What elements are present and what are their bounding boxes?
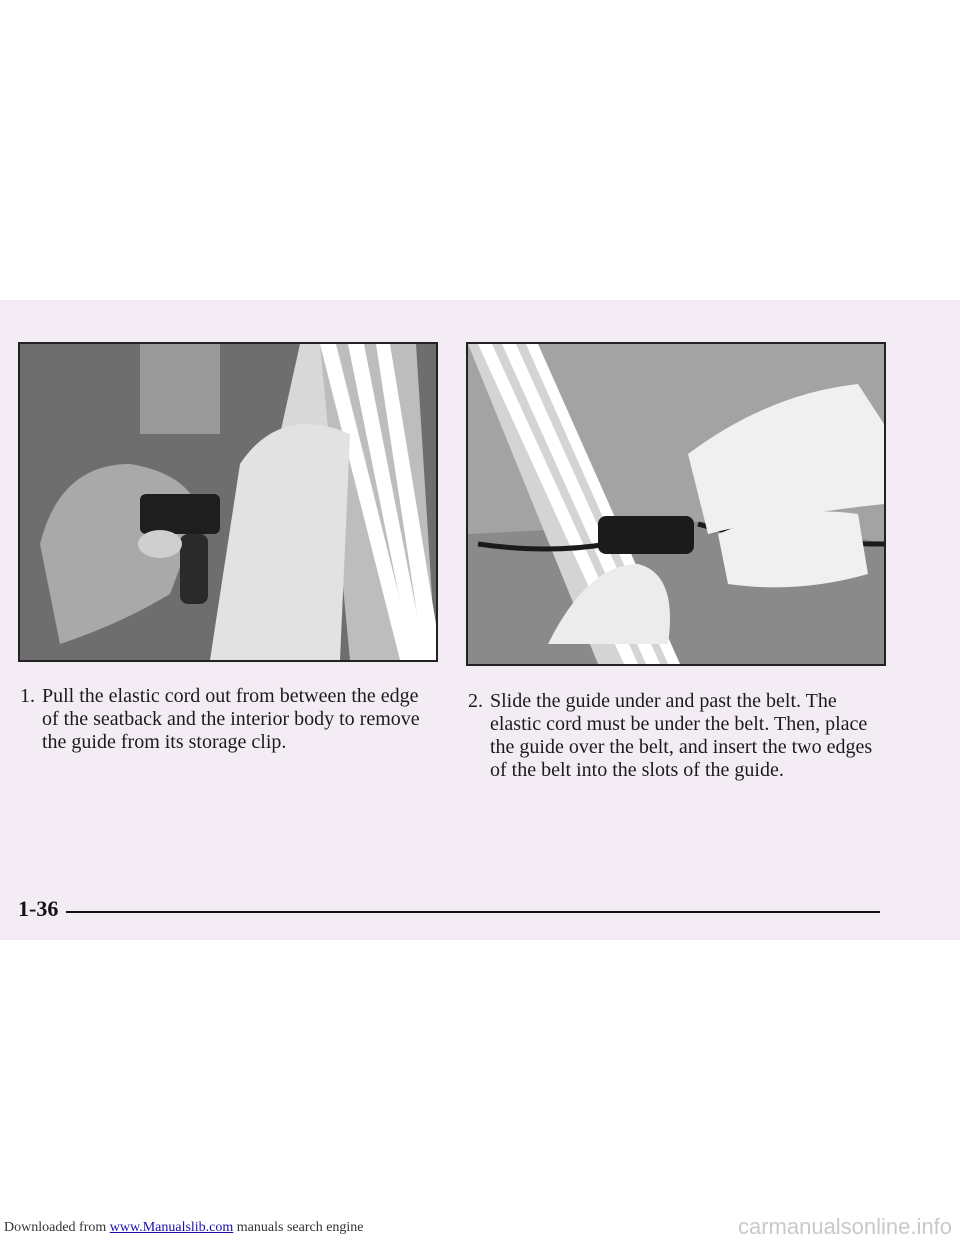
step-2 (468, 690, 888, 782)
footer-prefix: Downloaded from (4, 1220, 110, 1235)
page-divider (66, 911, 880, 913)
step-number: 2. (468, 690, 483, 712)
step-1 (20, 685, 420, 754)
manual-page (0, 300, 960, 940)
illustration-pull-cord (18, 342, 438, 662)
step-text: Pull the elastic cord out from between the edge of the seatback and the interior body to remove the guide from its storage clip. (42, 685, 420, 753)
watermark: carmanualsonline.info (737, 1214, 952, 1239)
illustration-slide-guide (466, 342, 886, 666)
manualslib-link[interactable]: www.Manualslib.com (109, 1220, 234, 1235)
download-footer (4, 1220, 364, 1236)
step-text: Slide the guide under and past the belt. The elastic cord must be under the belt. Then, place the guide over the belt, and insert the two edges of the belt into the slots of the guide. (490, 690, 873, 781)
page-number: 1-36 (18, 896, 59, 921)
step-number: 1. (20, 685, 35, 707)
footer-suffix: manuals search engine (233, 1220, 364, 1235)
